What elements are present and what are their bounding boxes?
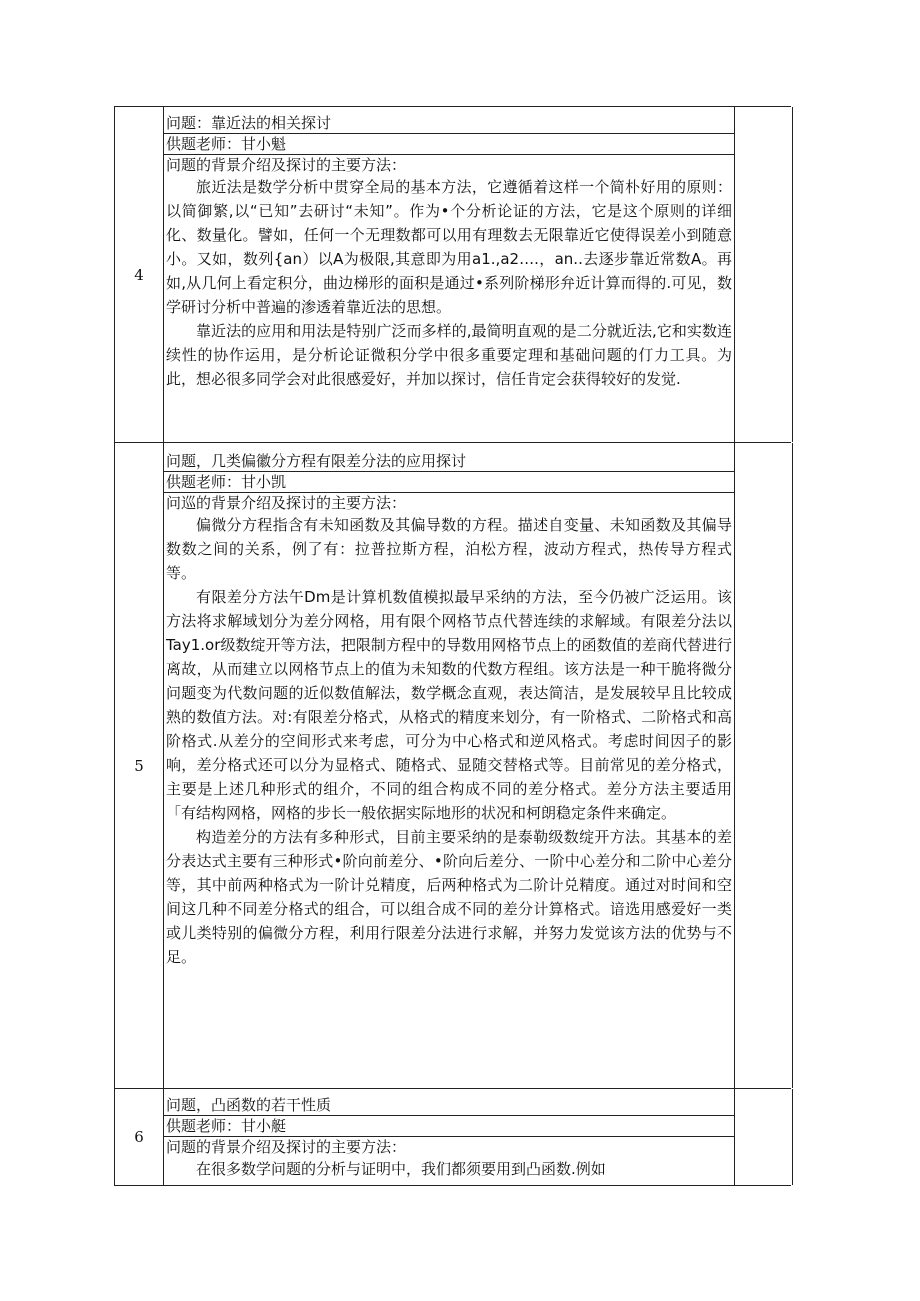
paragraph: 在很多数学问题的分析与证明中，我们都须要用到凸函数.例如	[196, 1160, 606, 1178]
table-row	[114, 1088, 791, 1186]
paragraph: 偏微分方程指含有未知函数及其偏导数的方程。描述自变量、未知函数及其偏导数数之间的关系，例了有：拉普拉斯方程，泊松方程，波动方程式，热传导方程式等。	[166, 516, 732, 582]
row-content	[164, 443, 735, 1088]
topic-table	[114, 106, 791, 1186]
row-content	[164, 1089, 735, 1185]
row-number: 5	[115, 443, 164, 1088]
teacher-name: 供题老师：甘小艇	[164, 1116, 734, 1137]
background-label: 问巡的背景介绍及探讨的主要方法：	[166, 494, 407, 512]
table-row	[114, 106, 791, 442]
question-title: 问题，凸函数的若干性质	[164, 1095, 734, 1116]
empty-cell	[735, 1089, 793, 1185]
question-title: 问题：靠近法的相关探讨	[164, 113, 734, 134]
empty-cell	[735, 107, 793, 442]
background-label: 问题的背景介绍及探讨的主要方法：	[166, 1138, 407, 1156]
background-label: 问题的背景介绍及探讨的主要方法：	[166, 156, 407, 174]
teacher-name: 供题老师：甘小魁	[164, 134, 734, 155]
paragraph: 靠近法的应用和用法是特别广泛而多样的,最简明直观的是二分就近法,它和实数连续性的协作运用，是分析论证微积分学中很多重要定理和基础问题的仃力工具。为此，想必很多同学会对此很感爱好，并加以探讨，信任肯定会获得较好的发觉.	[166, 322, 732, 388]
teacher-name: 供题老师：甘小凯	[164, 472, 734, 493]
row-content	[164, 107, 735, 442]
empty-cell	[735, 443, 793, 1088]
table-row	[114, 442, 791, 1088]
paragraph: 构造差分的方法有多种形式，目前主要采纳的是泰勒级数绽开方法。其基本的差分表达式主要有三种形式•阶向前差分、•阶向后差分、一阶中心差分和二阶中心差分等，其中前两种格式为一阶计兑精度，后两种格式为二阶计兑精度。通过对时间和空间这几种不同差分格式的组合，可以组合成不同的差分计算格式。谙选用感爱好一类或儿类特别的偏微分方程，利用行限差分法进行求解，并努力发觉该方法的优势与不足。	[166, 828, 732, 966]
paragraph: 旅近法是数学分析中贯穿全局的基本方法，它遵循着这样一个简朴好用的原则：以简御繁,以“已知”去研讨“未知”。作为•个分析论证的方法，它是这个原则的详细化、数量化。譬如，任何一个无理数都可以用有理数去无限靠近它使得误差小到随意小。又如，数列{an）以A为极限,其意即为用a1.,a2….，an..去逐步靠近常数A。再如,从几何上看定积分，曲边梯形的面积是通过•系列阶梯形弁近计算而得的.可见，数学研讨分析中普遍的渗透着靠近法的思想。	[166, 178, 732, 316]
row-number: 4	[115, 107, 164, 442]
question-title: 问题，几类偏徽分方程有限差分法的应用探讨	[164, 451, 734, 472]
row-number: 6	[115, 1089, 164, 1185]
paragraph: 有限差分方法午Dm是计算机数值模拟最早采纳的方法，至今仍被广泛运用。该方法将求解域划分为差分网格，用有限个网格节点代替连续的求解域。有限差分法以Tay1.or级数绽开等方法，把限制方程中的导数用网格节点上的函数值的差商代替进行离故，从而建立以网格节点上的值为未知数的代数方程组。该方法是一种干脆将微分问题变为代数问题的近似数值解法，数学概念直观，表达简洁，是发展较早且比较成熟的数值方法。对:有限差分格式，从格式的精度来划分，有一阶格式、二阶格式和高阶格式.从差分的空间形式来考虑，可分为中心格式和逆风格式。考虑时间因子的影响，差分格式还可以分为显格式、随格式、显随交替格式等。目前常见的差分格式，主要是上述几种形式的组介，不同的组合构成不同的差分格式。差分方法主要适用「有结构网格，网格的步长一般依据实际地形的状况和柯朗稳定条件来确定。	[166, 588, 732, 822]
